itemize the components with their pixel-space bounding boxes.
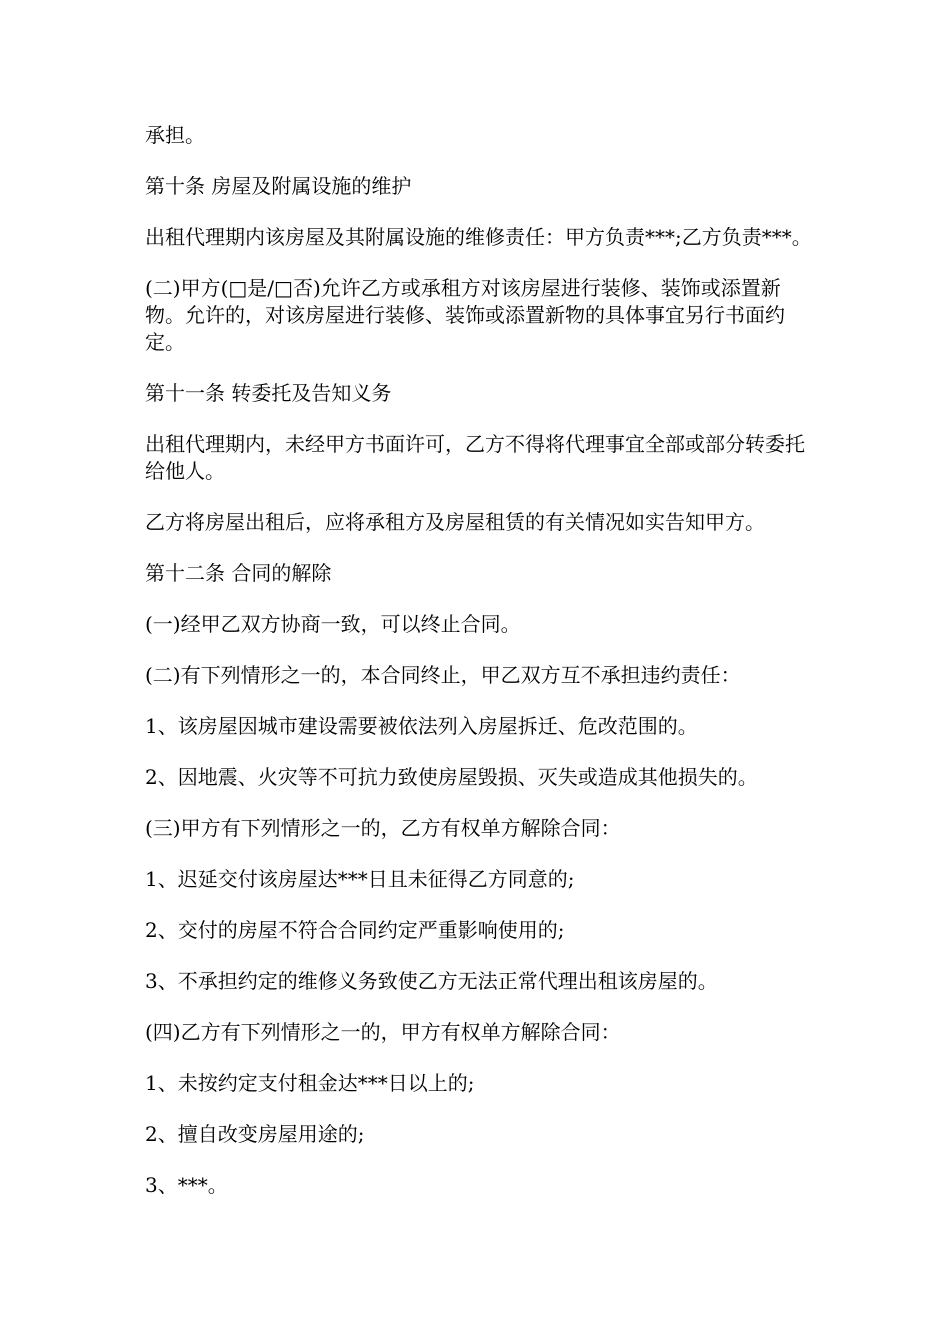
article-11-clause-2: 乙方将房屋出租后，应将承租方及房屋租赁的有关情况如实告知甲方。 [145, 510, 765, 534]
document-body [145, 122, 820, 1223]
article-12-clause-3-item-3: 3、不承担约定的维修义务致使乙方无法正常代理出租该房屋的。 [145, 969, 718, 993]
article-10-heading: 第十条 房屋及附属设施的维护 [145, 174, 412, 198]
article-12-heading: 第十二条 合同的解除 [145, 561, 332, 585]
article-10-clause-maintenance: 出租代理期内该房屋及其附属设施的维修责任：甲方负责***;乙方负责***。 [145, 225, 812, 249]
article-10-clause-2: (二)甲方(□是/□否)允许乙方或承租方对该房屋进行装修、装饰或添置新物。允许的，对该房屋进行装修、装饰或添置新物的具体事宜另行书面约定。 [145, 276, 785, 354]
article-11-heading: 第十一条 转委托及告知义务 [145, 381, 392, 405]
article-12-clause-4-item-3: 3、***。 [145, 1173, 228, 1197]
article-12-clause-2: (二)有下列情形之一的，本合同终止，甲乙双方互不承担违约责任： [145, 663, 741, 687]
article-12-clause-4-item-2: 2、擅自改变房屋用途的; [145, 1122, 365, 1146]
article-12-clause-2-item-2: 2、因地震、火灾等不可抗力致使房屋毁损、灭失或造成其他损失的。 [145, 765, 758, 789]
article-12-clause-4-item-1: 1、未按约定支付租金达***日以上的; [145, 1071, 475, 1095]
article-11-clause-1: 出租代理期内，未经甲方书面许可，乙方不得将代理事宜全部或部分转委托给他人。 [145, 432, 805, 483]
paragraph-continuation: 承担。 [145, 123, 205, 147]
article-12-clause-1: (一)经甲乙双方协商一致，可以终止合同。 [145, 612, 521, 636]
article-12-clause-3-item-1: 1、迟延交付该房屋达***日且未征得乙方同意的; [145, 867, 575, 891]
article-12-clause-2-item-1: 1、该房屋因城市建设需要被依法列入房屋拆迁、危改范围的。 [145, 714, 698, 738]
article-12-clause-3-item-2: 2、交付的房屋不符合合同约定严重影响使用的; [145, 918, 565, 942]
article-12-clause-4: (四)乙方有下列情形之一的，甲方有权单方解除合同： [145, 1020, 621, 1044]
article-12-clause-3: (三)甲方有下列情形之一的，乙方有权单方解除合同： [145, 816, 621, 840]
